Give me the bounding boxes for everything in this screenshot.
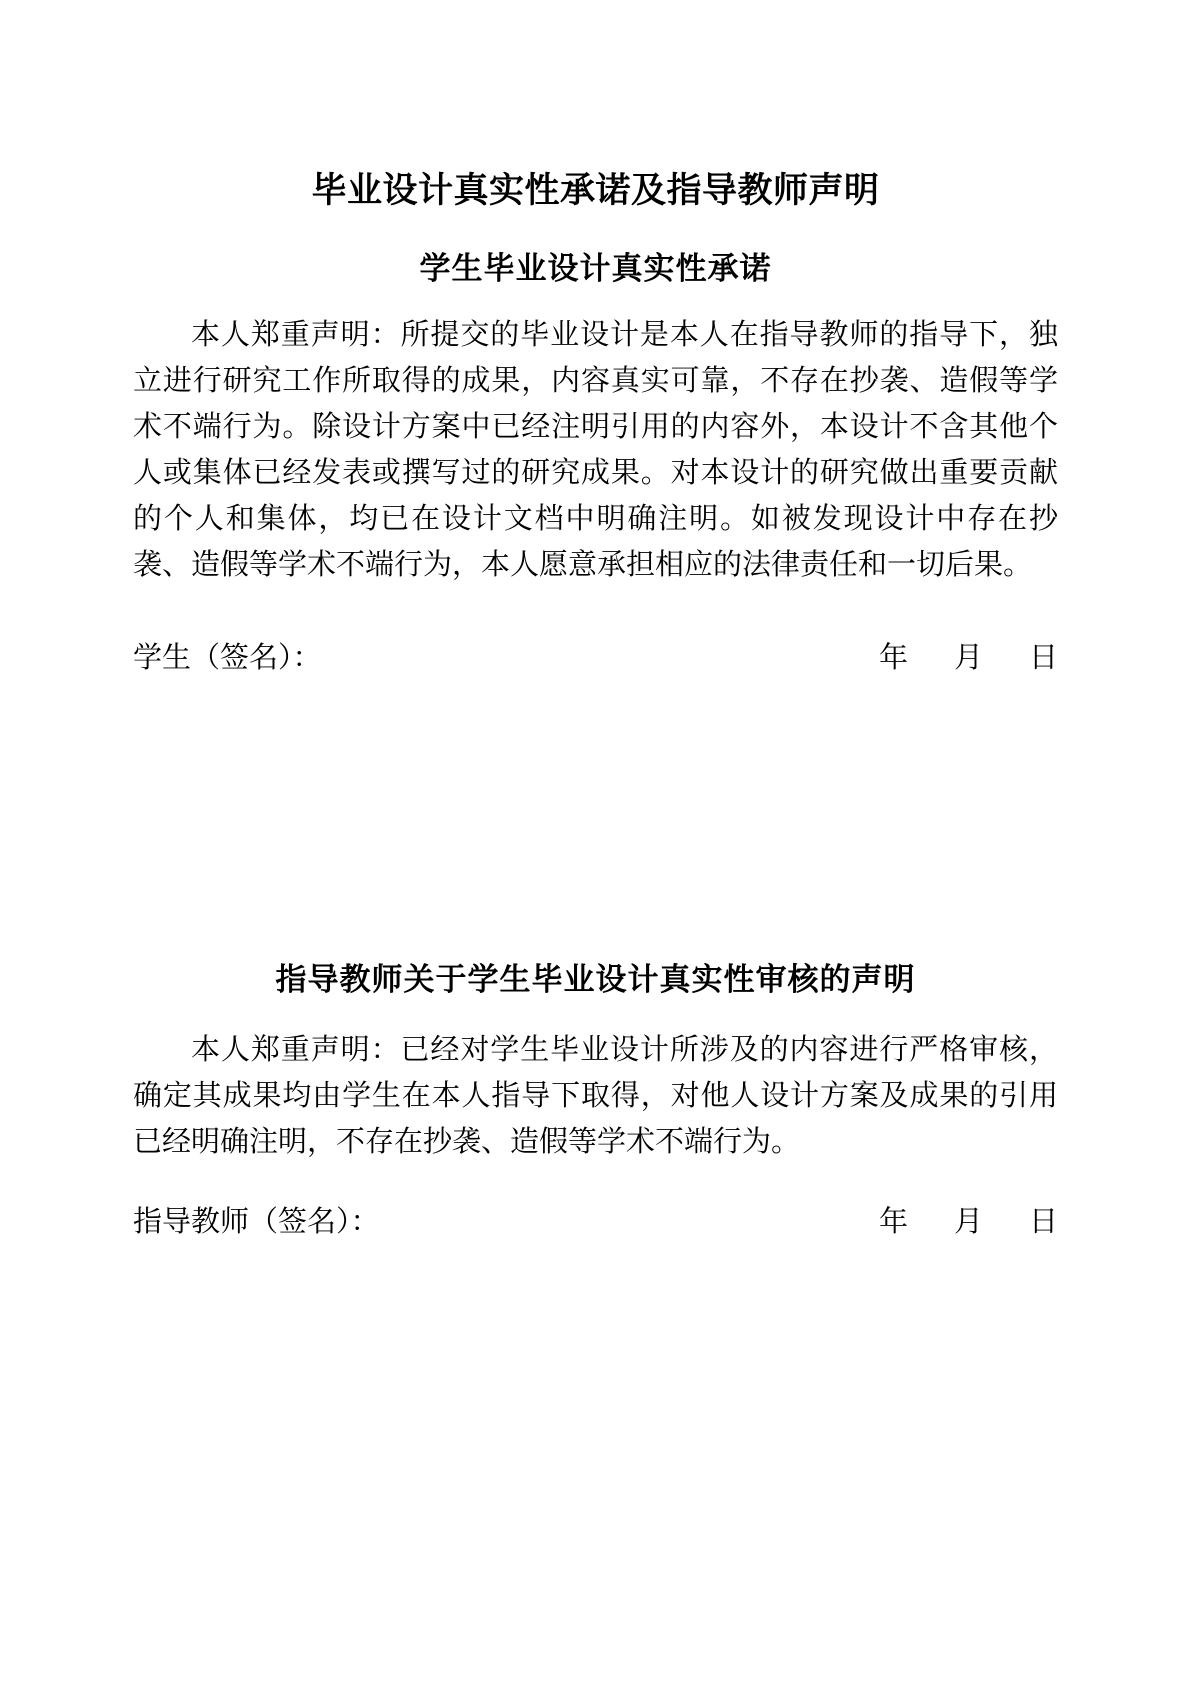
advisor-date-month-label: 月 [953, 1206, 983, 1238]
student-commitment-paragraph: 本人郑重声明：所提交的毕业设计是本人在指导教师的指导下，独立进行研究工作所取得的成果，内容真实可靠，不存在抄袭、造假等学术不端行为。除设计方案中已经注明引用的内容外，本设计不含其他个人或集体已经发表或撰写过的研究成果。对本设计的研究做出重要贡献的个人和集体，均已在设计文档中明确注明。如被发现设计中存在抄袭、造假等学术不端行为，本人愿意承担相应的法律责任和一切后果。 [133, 319, 1058, 581]
advisor-signature-label: 指导教师（签名）： [133, 1206, 380, 1238]
advisor-declaration-title: 指导教师关于学生毕业设计真实性审核的声明 [275, 962, 916, 997]
student-date-year-label: 年 [878, 642, 908, 674]
student-date-group [879, 635, 1058, 681]
advisor-date-group [879, 1199, 1058, 1245]
student-signature-row [133, 635, 1058, 681]
advisor-signature-row [133, 1199, 1058, 1245]
advisor-date-year-label: 年 [878, 1206, 908, 1238]
student-date-day-label: 日 [1028, 642, 1058, 674]
student-date-month-label: 月 [953, 642, 983, 674]
student-signature-label: 学生（签名）： [133, 642, 322, 674]
document-title: 毕业设计真实性承诺及指导教师声明 [311, 171, 880, 210]
student-commitment-title: 学生毕业设计真实性承诺 [419, 251, 772, 286]
advisor-declaration-paragraph: 本人郑重声明：已经对学生毕业设计所涉及的内容进行严格审核，确定其成果均由学生在本人指导下取得，对他人设计方案及成果的引用已经明确注明，不存在抄袭、造假等学术不端行为。 [133, 1034, 1058, 1158]
advisor-date-day-label: 日 [1028, 1206, 1058, 1238]
